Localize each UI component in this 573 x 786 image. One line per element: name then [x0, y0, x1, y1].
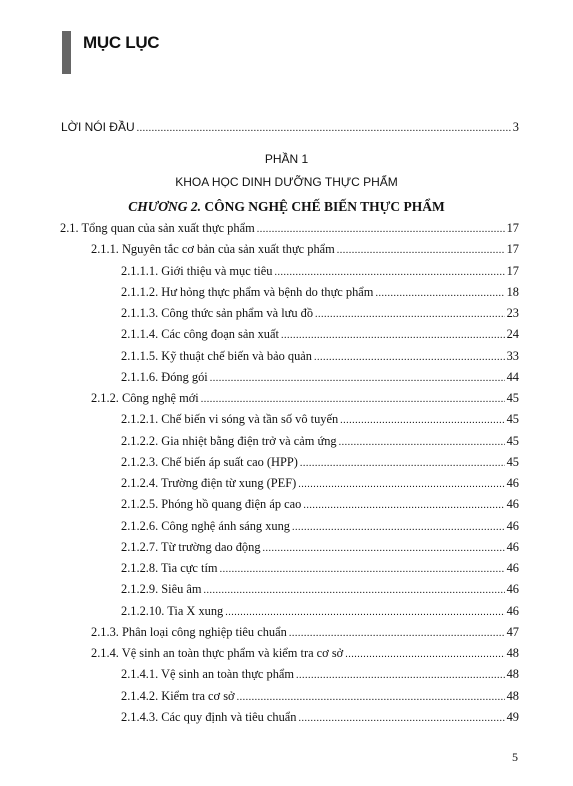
- toc-entry[interactable]: [60, 221, 519, 236]
- toc-entry[interactable]: [121, 604, 519, 619]
- toc-entry-page: 3: [512, 120, 519, 134]
- toc-entry[interactable]: [121, 327, 519, 342]
- toc-entry-page: 45: [506, 391, 519, 405]
- toc-entry[interactable]: [121, 710, 519, 725]
- toc-leader-dots: [210, 373, 505, 384]
- toc-entry-page: 23: [506, 306, 519, 320]
- toc-leader-dots: [345, 649, 504, 660]
- toc-entry[interactable]: [121, 667, 519, 682]
- chapter-number: CHƯƠNG 2.: [128, 199, 201, 214]
- toc-entry-page: 48: [506, 688, 519, 703]
- toc-entry-page: 44: [506, 369, 519, 384]
- toc-leader-dots: [303, 500, 504, 511]
- toc-entry-page: 46: [506, 603, 519, 618]
- toc-entry[interactable]: [121, 689, 519, 704]
- toc-entry-label: 2.1.2.3. Chế biến áp suất cao (HPP): [121, 454, 298, 469]
- toc-entry-page: 45: [506, 412, 519, 427]
- toc-entry[interactable]: [91, 242, 519, 257]
- part-label: PHẦN 1: [264, 152, 309, 166]
- toc-entry-label: 2.1.2.8. Tia cực tím: [121, 561, 218, 575]
- toc-entry-page: 18: [506, 284, 519, 299]
- toc-entry-label: 2.1.2.10. Tia X xung: [121, 603, 224, 618]
- toc-entry[interactable]: [121, 285, 519, 300]
- toc-entry-page: 46: [506, 582, 519, 597]
- title-accent-bar: [62, 31, 71, 74]
- toc-leader-dots: [289, 628, 505, 639]
- toc-entry-label: 2.1.1.5. Kỹ thuật chế biến và bảo quản: [121, 348, 312, 363]
- toc-entry-label: 2.1.1. Nguyên tắc cơ bản của sản xuất thực phẩm: [91, 242, 335, 257]
- toc-leader-dots: [298, 479, 504, 490]
- toc-entry-label: 2.1.4. Vệ sinh an toàn thực phẩm và kiểm tra cơ sở: [91, 646, 344, 660]
- toc-leader-dots: [339, 437, 505, 448]
- toc-entry[interactable]: [121, 349, 519, 364]
- toc-leader-dots: [237, 692, 505, 703]
- toc-entry-label: 2.1.2. Công nghệ mới: [91, 391, 199, 405]
- toc-entry[interactable]: [121, 497, 519, 512]
- toc-entry[interactable]: [121, 264, 519, 279]
- toc-leader-dots: [274, 267, 504, 278]
- toc-leader-dots: [137, 123, 511, 134]
- toc-entry-page: 46: [506, 497, 519, 512]
- toc-entry[interactable]: [91, 625, 519, 640]
- toc-entry-label: 2.1.4.1. Vệ sinh an toàn thực phẩm: [121, 667, 295, 682]
- toc-leader-dots: [315, 309, 505, 320]
- toc-entry-label: 2.1.2.4. Trường điện từ xung (PEF): [121, 476, 297, 490]
- toc-leader-dots: [225, 607, 504, 618]
- toc-entry-label: 2.1.2.9. Siêu âm: [121, 582, 202, 597]
- toc-entry-label: 2.1.3. Phân loại công nghiệp tiêu chuẩn: [91, 624, 287, 639]
- toc-entry-label: 2.1.1.3. Công thức sản phẩm và lưu đồ: [121, 306, 314, 320]
- toc-entry-intro[interactable]: [61, 120, 519, 135]
- toc-entry-label: 2.1.2.2. Gia nhiệt bằng điện trở và cảm ứng: [121, 433, 337, 448]
- toc-entry-page: 46: [506, 518, 519, 533]
- toc-entry-page: 24: [506, 327, 519, 342]
- toc-entry-label: 2.1.2.6. Công nghệ ánh sáng xung: [121, 518, 290, 533]
- chapter-title: CÔNG NGHỆ CHẾ BIẾN THỰC PHẨM: [204, 199, 445, 214]
- toc-leader-dots: [375, 288, 504, 299]
- toc-entry-label: LỜI NÓI ĐẦU: [61, 120, 135, 134]
- toc-leader-dots: [201, 394, 505, 405]
- toc-entry[interactable]: [121, 434, 519, 449]
- toc-leader-dots: [337, 245, 505, 256]
- toc-entry-label: 2.1.1.1. Giới thiệu và mục tiêu: [121, 263, 273, 278]
- toc-entry-label: 2.1.4.2. Kiểm tra cơ sở: [121, 688, 235, 703]
- toc-entry-label: 2.1.2.1. Chế biến vi sóng và tần số vô tuyến: [121, 412, 339, 427]
- toc-entry[interactable]: [121, 412, 519, 427]
- toc-entry-page: 47: [506, 624, 519, 639]
- toc-entry-label: 2.1.1.4. Các công đoạn sản xuất: [121, 327, 279, 342]
- toc-leader-dots: [299, 713, 505, 724]
- toc-entry-page: 45: [506, 454, 519, 469]
- toc-entry-page: 48: [506, 646, 519, 660]
- toc-entry-page: 46: [506, 561, 519, 575]
- toc-leader-dots: [314, 352, 505, 363]
- toc-entry[interactable]: [121, 540, 519, 555]
- toc-entry[interactable]: [121, 582, 519, 597]
- toc-leader-dots: [263, 543, 505, 554]
- toc-entry-page: 46: [506, 539, 519, 554]
- toc-entry-label: 2.1.2.5. Phóng hồ quang điện áp cao: [121, 497, 302, 512]
- toc-leader-dots: [292, 522, 505, 533]
- toc-entry[interactable]: [121, 306, 519, 321]
- toc-leader-dots: [340, 415, 504, 426]
- toc-entry[interactable]: [91, 646, 519, 661]
- toc-entry-page: 17: [506, 242, 519, 257]
- toc-entry-label: 2.1.1.2. Hư hỏng thực phẩm và bệnh do thực phẩm: [121, 284, 374, 299]
- toc-entry-page: 48: [506, 667, 519, 682]
- toc-leader-dots: [220, 564, 505, 575]
- toc-leader-dots: [281, 330, 505, 341]
- toc-entry-label: 2.1.1.6. Đóng gói: [121, 369, 208, 384]
- toc-entry[interactable]: [121, 561, 519, 576]
- toc-entry-label: 2.1. Tổng quan của sản xuất thực phẩm: [60, 221, 255, 235]
- toc-entry-label: 2.1.4.3. Các quy định và tiêu chuẩn: [121, 709, 297, 724]
- toc-entry[interactable]: [121, 455, 519, 470]
- part-subtitle: KHOA HỌC DINH DƯỠNG THỰC PHẨM: [175, 175, 398, 189]
- page-title: MỤC LỤC: [83, 33, 160, 52]
- toc-entry-page: 46: [506, 476, 519, 490]
- toc-entry-page: 33: [506, 348, 519, 363]
- toc-leader-dots: [204, 585, 505, 596]
- page-number: 5: [512, 750, 518, 764]
- toc-entry[interactable]: [121, 519, 519, 534]
- toc-entry[interactable]: [121, 476, 519, 491]
- toc-entry[interactable]: [91, 391, 519, 406]
- toc-entry-page: 49: [506, 709, 519, 724]
- toc-leader-dots: [300, 458, 505, 469]
- toc-leader-dots: [257, 224, 505, 235]
- chapter-heading: [0, 199, 573, 215]
- toc-entry[interactable]: [121, 370, 519, 385]
- toc-entry-page: 45: [506, 433, 519, 448]
- toc-entry-page: 17: [506, 263, 519, 278]
- toc-entry-label: 2.1.2.7. Từ trường dao động: [121, 539, 261, 554]
- toc-leader-dots: [296, 670, 505, 681]
- toc-entry-page: 17: [506, 221, 519, 235]
